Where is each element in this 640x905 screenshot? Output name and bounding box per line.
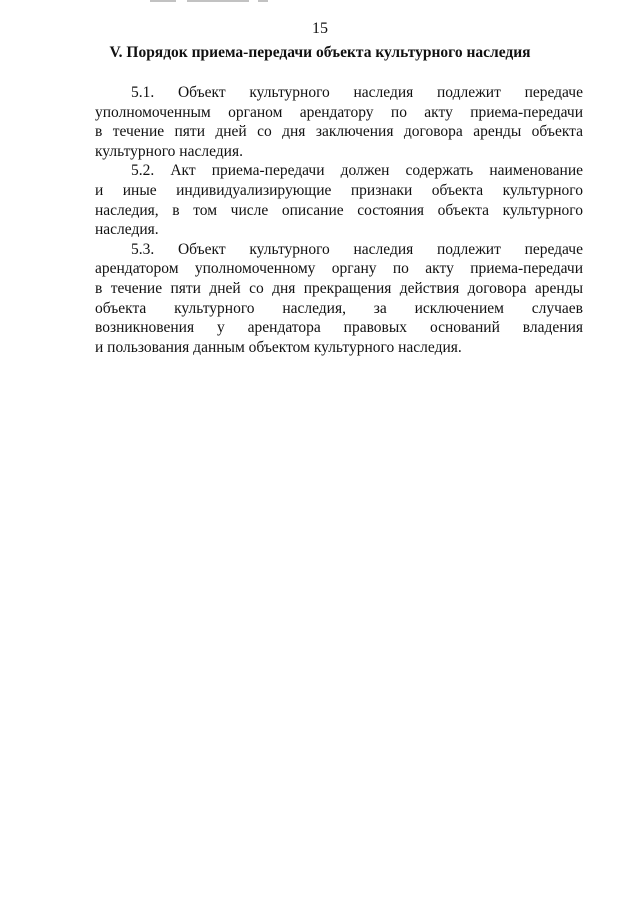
text-line: арендатором уполномоченному органу по акту приема-передачи — [95, 260, 583, 278]
text-line: и пользования данным объектом культурного наследия. — [95, 338, 462, 356]
text-line: 5.1. Объект культурного наследия подлежит передаче — [131, 84, 583, 101]
text-line: 5.2. Акт приема-передачи должен содержать наименование — [131, 162, 583, 180]
text-line: в течение пяти дней со дня заключения договора аренды объекта — [95, 123, 583, 141]
text-line: наследия, в том числе описание состояния объекта культурного — [95, 201, 583, 219]
scan-artifact — [150, 0, 176, 2]
text-line: возникновения у арендатора правовых оснований владения — [95, 319, 583, 337]
document-body — [95, 83, 583, 357]
text-line: культурного наследия. — [95, 142, 243, 160]
text-line: в течение пяти дней со дня прекращения действия договора аренды — [95, 279, 583, 297]
text-line: уполномоченным органом арендатору по акту приема-передачи — [95, 103, 583, 121]
text-line: наследия. — [95, 221, 159, 239]
paragraph-5-1 — [95, 83, 583, 161]
scan-artifact — [258, 0, 268, 2]
section-title: V. Порядок приема-передачи объекта культурного наследия — [109, 44, 531, 61]
paragraph-5-3 — [95, 240, 583, 358]
scan-artifact — [187, 0, 249, 2]
text-line: и иные индивидуализирующие признаки объекта культурного — [95, 181, 583, 199]
text-line: 5.3. Объект культурного наследия подлежит передаче — [131, 240, 583, 258]
paragraph-5-2 — [95, 161, 583, 239]
text-line: объекта культурного наследия, за исключением случаев — [95, 299, 583, 317]
page-number: 15 — [312, 20, 328, 37]
